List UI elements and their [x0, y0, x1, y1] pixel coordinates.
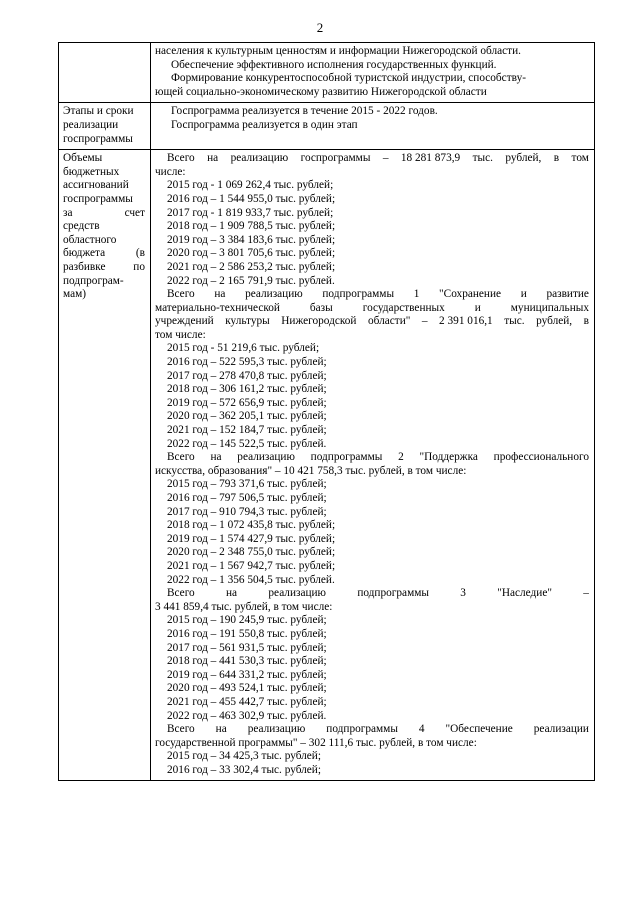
label-word: разбивке: [63, 260, 106, 273]
label-word: средств: [63, 220, 100, 233]
word: –: [421, 315, 428, 328]
year-amount: 2020 год – 2 348 755,0 тыс. рублей;: [167, 546, 336, 559]
budget-content-cell: [151, 150, 595, 781]
budget-label-cell: [59, 150, 151, 781]
sub2-line-2: искусства, образования" – 10 421 758,3 тыс. рублей, в том числе:: [155, 464, 467, 477]
word: и: [474, 301, 481, 314]
word: в: [553, 152, 560, 165]
sub4-line-2: государственной программы" – 302 111,6 тыс. рублей, в том числе:: [155, 736, 477, 749]
year-amount: 2022 год – 1 356 504,5 тыс. рублей.: [167, 573, 335, 586]
year-amount: 2018 год – 1 072 435,8 тыс. рублей;: [167, 519, 336, 532]
stage-line: Госпрограмма реализуется в один этап: [171, 118, 358, 131]
year-amount: 2017 год – 278 470,8 тыс. рублей;: [167, 369, 327, 382]
year-amount: 2017 год - 1 819 933,7 тыс. рублей;: [167, 206, 334, 219]
year-amount: 2022 год – 2 165 791,9 тыс. рублей.: [167, 274, 335, 287]
sub2-line-1: [155, 451, 589, 465]
label-word: ассигнований: [63, 179, 129, 192]
year-amount: 2017 год – 910 794,3 тыс. рублей;: [167, 505, 327, 518]
word: рублей,: [536, 315, 573, 328]
word: "Наследие": [497, 587, 552, 600]
label-word: счет: [124, 206, 145, 219]
sub1-line-1: [155, 288, 589, 302]
label-word: госпрограммы: [63, 192, 133, 205]
word: материально-технической: [155, 301, 280, 314]
word: на: [226, 587, 238, 600]
word: реализацию: [268, 587, 326, 600]
label-line: [63, 288, 145, 302]
stages-content-cell: [151, 103, 595, 150]
sub1-line-4: том числе:: [155, 328, 206, 341]
label-line: госпрограммы: [63, 132, 133, 145]
word: Всего: [167, 587, 195, 600]
word: профессионального: [493, 451, 589, 464]
word: Всего: [167, 723, 195, 736]
year-amount: 2016 год – 522 595,3 тыс. рублей;: [167, 356, 327, 369]
goal-line: населения к культурным ценностям и информации Нижегородской области.: [155, 45, 521, 57]
word: на: [207, 152, 219, 165]
word: 2: [398, 451, 404, 464]
year-amount: 2018 год – 306 161,2 тыс. рублей;: [167, 383, 327, 396]
year-amount: 2018 год – 1 909 788,5 тыс. рублей;: [167, 220, 336, 233]
total-line-2: числе:: [155, 165, 186, 178]
word: базы: [309, 301, 333, 314]
sub3-line-2: 3 441 859,4 тыс. рублей, в том числе:: [155, 600, 333, 613]
year-amount: 2020 год – 493 524,1 тыс. рублей;: [167, 682, 327, 695]
word: тыс.: [504, 315, 525, 328]
word: 2 391 016,1: [439, 315, 493, 328]
year-amount: 2022 год – 145 522,5 тыс. рублей.: [167, 437, 327, 450]
label-word: областного: [63, 233, 117, 246]
word: на: [210, 451, 222, 464]
word: муниципальных: [510, 301, 589, 314]
program-passport-table: [58, 42, 595, 781]
sub4-line-1: [155, 723, 589, 737]
budget-label: [63, 152, 145, 302]
label-line: [63, 275, 145, 289]
word: учреждений: [155, 315, 214, 328]
year-amount: 2019 год – 572 656,9 тыс. рублей;: [167, 396, 327, 409]
goals-content-cell: [151, 43, 595, 103]
year-amount: 2020 год – 3 801 705,6 тыс. рублей;: [167, 247, 336, 260]
sub3-line-1: [155, 587, 589, 601]
goal-line: ющей социально-экономическому развитию Нижегородской области: [155, 85, 487, 98]
year-amount: 2021 год – 152 184,7 тыс. рублей;: [167, 424, 327, 437]
label-line: Этапы и сроки: [63, 105, 134, 118]
year-amount: 2020 год – 362 205,1 тыс. рублей;: [167, 410, 327, 423]
year-amount: 2016 год – 191 550,8 тыс. рублей;: [167, 627, 327, 640]
word: подпрограммы: [322, 288, 395, 301]
goals-row: [59, 43, 595, 103]
stage-line: Госпрограмма реализуется в течение 2015 - 2022 годов.: [171, 105, 438, 118]
year-amount: 2016 год – 797 506,5 тыс. рублей;: [167, 492, 327, 504]
word: государственных: [362, 301, 445, 314]
word: развитие: [546, 288, 589, 301]
goals-text: [155, 45, 589, 99]
label-word: подпрограм-: [63, 274, 124, 287]
word: на: [215, 723, 227, 736]
label-line: [63, 220, 145, 234]
word: 3: [460, 587, 466, 600]
label-word: по: [133, 260, 145, 273]
year-amount: 2021 год – 2 586 253,2 тыс. рублей;: [167, 260, 336, 273]
word: реализации: [533, 723, 589, 736]
label-line: реализации: [63, 118, 119, 131]
word: том: [571, 152, 589, 165]
label-word: Объемы: [63, 152, 103, 165]
stages-text: [155, 105, 589, 132]
year-amount: 2022 год – 463 302,9 тыс. рублей.: [167, 709, 327, 722]
word: –: [382, 152, 389, 165]
word: 1: [413, 288, 420, 301]
page-number: 2: [316, 20, 324, 35]
total-line-1: [155, 152, 589, 166]
word: культуры: [225, 315, 270, 328]
year-amount: 2019 год – 1 574 427,9 тыс. рублей;: [167, 532, 336, 545]
goals-label-cell: [59, 43, 151, 103]
word: Всего: [167, 451, 195, 464]
year-amount: 2018 год – 441 530,3 тыс. рублей;: [167, 655, 327, 668]
stages-label-cell: [59, 103, 151, 150]
year-amount: 2015 год – 793 371,6 тыс. рублей;: [167, 478, 327, 491]
sub1-line-2: [155, 302, 589, 316]
sub1-line-3: [155, 315, 589, 329]
label-line: [63, 207, 145, 221]
year-amount: 2021 год – 1 567 942,7 тыс. рублей;: [167, 559, 336, 572]
word: в: [583, 315, 589, 328]
word: и: [520, 288, 527, 301]
word: "Сохранение: [439, 288, 502, 301]
label-line: [63, 234, 145, 248]
word: реализацию: [237, 451, 295, 464]
year-amount: 2015 год - 1 069 262,4 тыс. рублей;: [167, 179, 334, 192]
year-amount: 2016 год – 1 544 955,0 тыс. рублей;: [167, 192, 336, 205]
year-amount: 2017 год – 561 931,5 тыс. рублей;: [167, 641, 327, 654]
word: реализацию: [245, 288, 303, 301]
label-line: [63, 166, 145, 180]
year-amount: 2016 год – 33 302,4 тыс. рублей;: [167, 763, 321, 776]
word: реализацию: [247, 723, 306, 736]
year-amount: 2015 год – 34 425,3 тыс. рублей;: [167, 750, 321, 763]
word: Нижегородской: [281, 315, 357, 328]
stages-row: [59, 103, 595, 150]
label-word: бюджета: [63, 247, 106, 260]
label-word: бюджетных: [63, 165, 120, 178]
year-amount: 2019 год – 644 331,2 тыс. рублей;: [167, 668, 327, 681]
label-word: за: [63, 206, 73, 219]
label-line: [63, 179, 145, 193]
stages-label: [63, 105, 145, 146]
label-word: (в: [135, 247, 145, 260]
label-line: [63, 193, 145, 207]
word: тыс.: [472, 152, 493, 165]
year-amount: 2015 год - 51 219,6 тыс. рублей;: [167, 342, 320, 355]
year-amount: 2019 год – 3 384 183,6 тыс. рублей;: [167, 233, 336, 246]
label-line: [63, 261, 145, 275]
goal-line: Обеспечение эффективного исполнения государственных функций.: [171, 58, 497, 71]
word: Всего: [167, 288, 195, 301]
label-word: мам): [63, 288, 86, 301]
word: подпрограммы: [357, 587, 429, 600]
word: госпрограммы: [300, 152, 371, 165]
year-amount: 2015 год – 190 245,9 тыс. рублей;: [167, 614, 327, 627]
word: области": [367, 315, 411, 328]
word: "Обеспечение: [445, 723, 513, 736]
word: 4: [418, 723, 425, 736]
word: Всего: [167, 152, 195, 165]
word: 18 281 873,9: [400, 152, 461, 165]
word: подпрограммы: [310, 451, 383, 464]
word: на: [214, 288, 226, 301]
word: –: [583, 587, 589, 600]
budget-text: [155, 152, 589, 777]
year-amount: 2021 год – 455 442,7 тыс. рублей;: [167, 695, 327, 708]
word: подпрограммы: [326, 723, 398, 736]
label-line: [63, 247, 145, 261]
word: рублей,: [505, 152, 542, 165]
goal-line: Формирование конкурентоспособной туристской индустрии, способству-: [171, 72, 526, 85]
word: "Поддержка: [419, 451, 478, 464]
budget-row: [59, 150, 595, 781]
word: реализацию: [230, 152, 289, 165]
label-line: [63, 152, 145, 166]
